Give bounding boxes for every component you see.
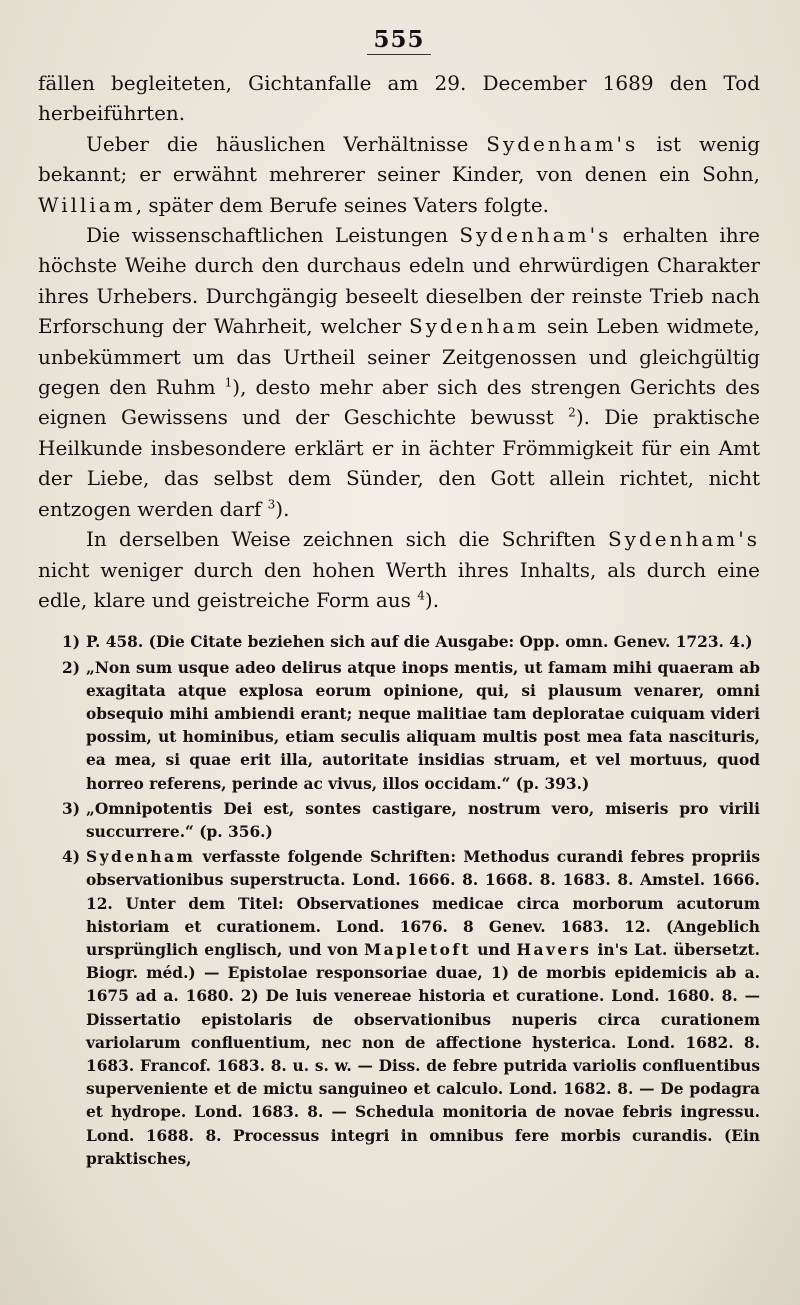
footnote: 3) „Omnipotentis Dei est, sontes castigare, nostrum vero, miseris pro virili succurrere.“ (p. 356.) (62, 799, 760, 841)
paragraph-2: Ueber die häuslichen Verhältnisse Sydenham's ist wenig bekannt; er erwähnt mehrerer seiner Kinder, von denen ein Sohn, William, später dem Berufe seines Vaters folgte. (38, 131, 760, 217)
person-name: Havers (516, 940, 592, 959)
footnote-ref: 1 (224, 375, 233, 390)
paragraph-3: Die wissenschaftlichen Leistungen Sydenham's erhalten ihre höchste Weihe durch den durchaus edeln und ehrwürdigen Charakter ihres Urhebers. Durchgängig beseelt dieselben der reinste Trieb nach Erforschung der Wahrheit, welcher Sydenham sein Leben widmete, unbekümmert um das Urtheil seiner Zeitgenossen und gleichgültig gegen den Ruhm $^1$), desto mehr aber sich des strengen Gerichts des eignen Gewissens und der Geschichte bewusst $^2$). Die praktische Heilkunde insbesondere erklärt er in ächter Frömmigkeit für ein Amt der Liebe, das selbst dem Sünder, den Gott allein richtet, nicht entzogen werden darf $^3$). (38, 223, 761, 521)
footnotes (38, 631, 760, 1171)
person-name: Sydenham's (459, 223, 612, 248)
footnote: 2) „Non sum usque adeo delirus atque inops mentis, ut famam mihi quaeram ab exagitata atque explosa eorum opinione, qui, si plausum venarer, omni obsequio mihi ambiendi erant; neque malitiae tam deploratae cuiquam videri possim, ut hominibus, etiam seculis aliquam multis post mea fata nascituris, ea mea, si quae erit illa, autoritate insidias struam, et vel mortuus, quod horreo referens, perinde ac vivus, illos occidam.“ (p. 393.) (62, 658, 760, 793)
footnote: 1) P. 458. (Die Citate beziehen sich auf die Ausgabe: Opp. omn. Genev. 1723. 4.) (62, 633, 753, 652)
paragraph-4: In derselben Weise zeichnen sich die Schriften Sydenham's nicht weniger durch den hohen Werth ihres Inhalts, als durch eine edle, klare und geistreiche Form aus $^4$). (38, 527, 760, 612)
person-name: Mapletoft (364, 940, 472, 959)
footnote-ref: 4 (417, 588, 425, 603)
footnote-ref: 3 (267, 497, 276, 512)
main-text (38, 68, 760, 615)
person-name: Sydenham (408, 314, 540, 339)
paragraph-1: fällen begleiteten, Gichtanfalle am 29. December 1689 den Tod herbeiführten. (38, 71, 760, 126)
person-name: Sydenham's (607, 527, 760, 552)
page-number: 555 (38, 0, 760, 50)
footnote-ref: 2 (568, 405, 576, 420)
person-name: Sydenham's (486, 131, 639, 156)
person-name: Sydenham (86, 848, 196, 867)
footnote: 4) Sydenham verfasste folgende Schriften: Methodus curandi febres propriis observationibus superstructa. Lond. 1666. 8. 1668. 8. 1683. 8. Amstel. 1666. 12. Unter dem Titel: Observationes medicae circa morborum acutorum historiam et curationem. Lond. 1676. 8 Genev. 1683. 12. (Angeblich ursprünglich englisch, und von Mapletoft und Havers in's Lat. übersetzt. Biogr. méd.) — Epistolae responsoriae duae, 1) de morbis epidemicis ab a. 1675 ad a. 1680. 2) De luis venereae historia et curatione. Lond. 1680. 8. — Dissertatio epistolaris de observationibus nuperis circa curationem variolarum confluentium, nec non de affectione hysterica. Lond. 1682. 8. 1683. Francof. 1683. 8. u. s. w. — Diss. de febre putrida variolis confluentibus superveniente et de mictu sanguineo et calculo. Lond. 1682. 8. — De podagra et hydrope. Lond. 1683. 8. — Schedula monitoria de novae febris ingressu. Lond. 1688. 8. Processus integri in omnibus fere morbis curandis. (Ein praktisches, (62, 848, 761, 1168)
person-name: William (38, 192, 136, 217)
